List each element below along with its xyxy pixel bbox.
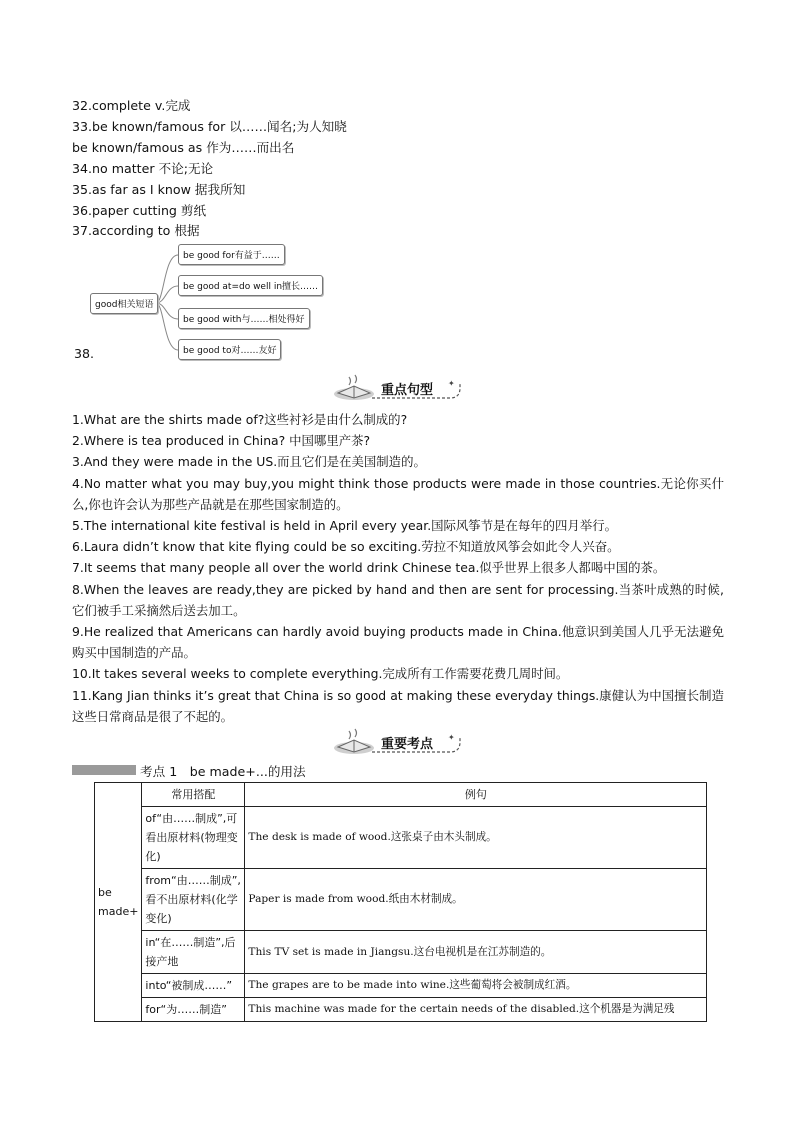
collocation-cell: of“由……制成”,可看出原材料(物理变化) bbox=[142, 807, 245, 869]
mindmap-branch: be good at=do well in擅长…… bbox=[178, 275, 323, 296]
sentence: 8.When the leaves are ready,they are picked by hand and then are sent for processing.当茶叶成熟的时候,它们被手工采摘然后送去加工。 bbox=[72, 581, 724, 618]
be-made-table bbox=[94, 782, 707, 1022]
good-phrases-mindmap bbox=[72, 240, 392, 360]
column-header: 例句 bbox=[245, 783, 707, 807]
table-row bbox=[95, 869, 707, 931]
mindmap-branch: be good to对……友好 bbox=[178, 339, 281, 360]
mindmap-branch: be good for有益于…… bbox=[178, 244, 285, 265]
vocab-item: 34.no matter 不论;无论 bbox=[72, 160, 214, 176]
sentence: 3.And they were made in the US.而且它们是在美国制造的。 bbox=[72, 454, 426, 470]
section-banner-sentences bbox=[330, 373, 464, 403]
sentence: 6.Laura didn’t know that kite flying could be so exciting.劳拉不知道放风筝会如此令人兴奋。 bbox=[72, 539, 620, 555]
example-cell: The grapes are to be made into wine.这些葡萄将会被制成红酒。 bbox=[245, 974, 707, 998]
vocab-item: 36.paper cutting 剪纸 bbox=[72, 202, 207, 218]
header-bar-decoration bbox=[72, 765, 136, 775]
item-38-number: 38. bbox=[74, 346, 95, 361]
collocation-cell: from“由……制成”,看不出原材料(化学变化) bbox=[142, 869, 245, 931]
collocation-cell: for“为……制造” bbox=[142, 998, 245, 1022]
table-row bbox=[95, 931, 707, 974]
section-banner-points bbox=[330, 727, 464, 757]
example-cell: The desk is made of wood.这张桌子由木头制成。 bbox=[245, 807, 707, 869]
sentence: 5.The international kite festival is held in April every year.国际风筝节是在每年的四月举行。 bbox=[72, 518, 617, 534]
example-cell: This TV set is made in Jiangsu.这台电视机是在江苏制造的。 bbox=[245, 931, 707, 974]
example-cell: This machine was made for the certain needs of the disabled.这个机器是为满足残 bbox=[245, 998, 707, 1022]
collocation-cell: in“在……制造”,后接产地 bbox=[142, 931, 245, 974]
sentence: 7.It seems that many people all over the world drink Chinese tea.似乎世界上很多人都喝中国的茶。 bbox=[72, 560, 666, 576]
key-sentences bbox=[72, 409, 724, 727]
mindmap-root: good相关短语 bbox=[90, 293, 158, 314]
vocab-item: 35.as far as I know 据我所知 bbox=[72, 181, 246, 197]
vocab-list bbox=[72, 96, 347, 242]
section-title: 重点句型 bbox=[381, 383, 434, 398]
section-title: 重要考点 bbox=[381, 737, 434, 752]
sentence: 10.It takes several weeks to complete everything.完成所有工作需要花费几周时间。 bbox=[72, 666, 569, 682]
sentence: 4.No matter what you may buy,you might think those products were made in those countries.无论你买什么,你也许会认为那些产品就是在那些国家制造的。 bbox=[72, 475, 724, 512]
vocab-item: 37.according to 根据 bbox=[72, 223, 200, 239]
table-row bbox=[95, 807, 707, 869]
column-header: 常用搭配 bbox=[142, 783, 245, 807]
svg-text:✦: ✦ bbox=[448, 379, 455, 388]
sentence: 9.He realized that Americans can hardly avoid buying products made in China.他意识到美国人几乎无法避免购买中国制造的产品。 bbox=[72, 624, 724, 661]
vocab-item: be known/famous as 作为……而出名 bbox=[72, 139, 295, 155]
vocab-item: 33.be known/famous for 以……闻名;为人知晓 bbox=[72, 118, 347, 134]
table-row bbox=[95, 998, 707, 1022]
mindmap-branch: be good with与……相处得好 bbox=[178, 308, 310, 329]
collocation-cell: into“被制成……” bbox=[142, 974, 245, 998]
point-1-title: 考点 1 be made+...的用法 bbox=[140, 764, 306, 779]
table-row bbox=[95, 974, 707, 998]
svg-text:✦: ✦ bbox=[448, 733, 455, 742]
sentence: 1.What are the shirts made of?这些衬衫是由什么制成的? bbox=[72, 412, 408, 427]
sentence: 2.Where is tea produced in China? 中国哪里产茶? bbox=[72, 433, 371, 449]
row-header: be made+ bbox=[95, 783, 142, 1022]
example-cell: Paper is made from wood.纸由木材制成。 bbox=[245, 869, 707, 931]
point-1-header bbox=[72, 763, 372, 779]
sentence: 11.Kang Jian thinks it’s great that China is so good at making these everyday things.康健认为中国擅长制造这些日常商品是很了不起的。 bbox=[72, 687, 724, 724]
vocab-item: 32.complete v.完成 bbox=[72, 98, 191, 113]
